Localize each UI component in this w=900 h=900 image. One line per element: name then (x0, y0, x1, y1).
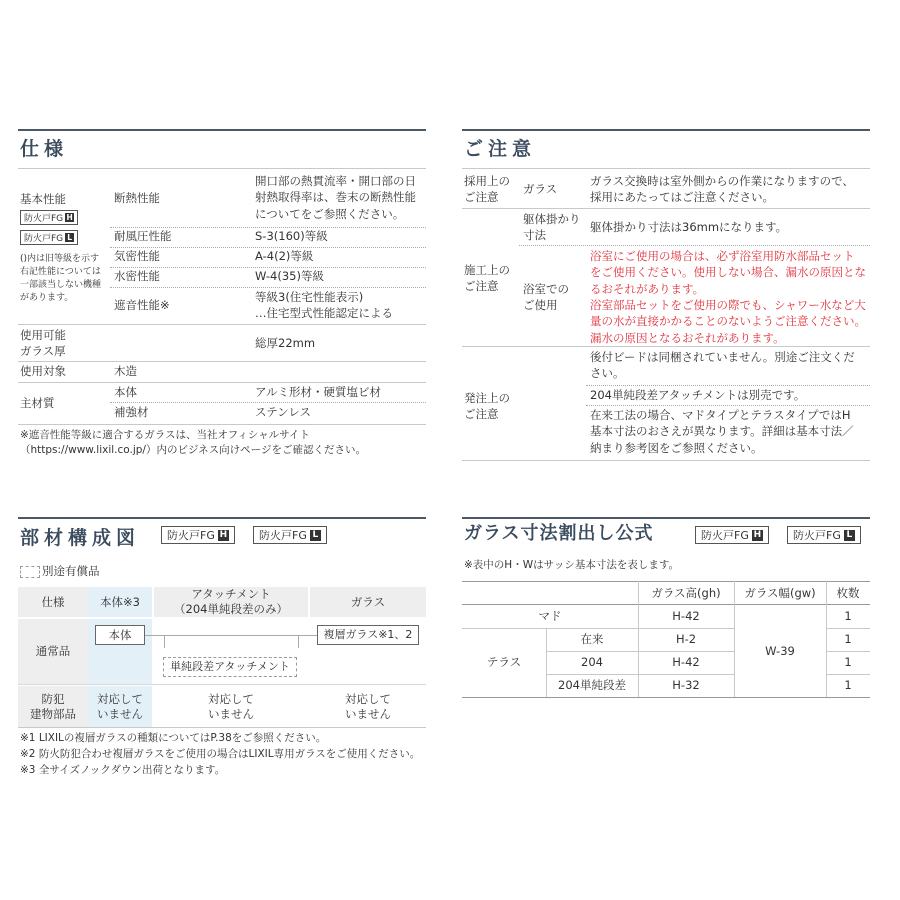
fire-door-badge-h: 防火戸FG H (20, 210, 78, 225)
header-glass-width: ガラス幅(gw) (744, 585, 816, 600)
terrace-type: 204単純段差 (558, 678, 626, 693)
target-label: 使用対象 (20, 364, 66, 378)
crime-prevention-label: 防犯 建物部品 (30, 691, 76, 721)
spec-title: 仕様 (20, 138, 69, 160)
header-glass-height: ガラス高(gh) (651, 585, 721, 600)
formula-title: ガラス寸法割出し公式 (464, 523, 654, 544)
spec-row-value: A-4(2)等級 (255, 249, 314, 263)
parts-top-rule (18, 517, 426, 519)
order-caution-item: 後付ビードは同梱されていません。別途ご注文くだ さい。 (590, 350, 855, 381)
glass-height-value: H-32 (672, 678, 700, 693)
adopt-caution-item: ガラス (523, 182, 558, 196)
adopt-caution-label: 採用上の ご注意 (464, 174, 510, 205)
basic-performance-note: ()内は旧等級を示す 右記性能については 一部該当しない機種 があります。 (20, 254, 102, 304)
fire-door-badge-l: 防火戸FG L (787, 526, 861, 544)
glass-thickness-label: 使用可能 ガラス厚 (20, 328, 66, 359)
spec-row-name: 耐風圧性能 (114, 229, 172, 243)
glass-width-value: W-39 (765, 643, 795, 658)
basic-performance-label: 基本性能 (20, 192, 66, 206)
spec-row-value: 等級3(住宅性能表示) …住宅型式性能認定による (255, 290, 393, 321)
glass-not-supported: 対応して いません (345, 691, 391, 721)
body-component-box: 本体 (95, 625, 145, 645)
frame-text: 躯体掛かり寸法は36mmになります。 (590, 220, 788, 234)
glass-height-value: H-42 (672, 655, 700, 670)
spec-row-value: W-4(35)等級 (255, 269, 324, 283)
count-value: 1 (844, 655, 852, 670)
formula-note: ※表中のH・Wはサッシ基本寸法を表します。 (464, 559, 680, 571)
bath-item: 浴室での ご使用 (523, 282, 569, 313)
spec-row-name: 水密性能 (114, 269, 160, 283)
caution-top-rule (462, 129, 870, 131)
bath-warning-text: 浴室にご使用の場合は、必ず浴室用防水部品セット をご使用ください。使用しない場合、漏水の原因とな るおそれがあります。 浴室部品セットをご使用の際でも、シャワー水など大 量の水が直接かかることのないようご注意ください。 漏水の原因となるおそれがあります。 (590, 249, 866, 345)
spec-top-rule (18, 129, 426, 131)
body-not-supported: 対応して いません (97, 691, 143, 721)
glass-thickness-value: 総厚22mm (255, 336, 316, 350)
terrace-label: テラス (486, 655, 522, 670)
header-count: 枚数 (836, 585, 860, 600)
material-part: 本体 (114, 385, 137, 399)
terrace-type: 在来 (580, 632, 604, 647)
caution-title: ご注意 (464, 138, 537, 160)
attachment-component-box: 単純段差アタッチメント (163, 657, 297, 677)
glass-height-value: H-42 (672, 609, 700, 624)
header-attachment: アタッチメント （204単純段差のみ） (174, 587, 288, 616)
frame-item: 躯体掛かり 寸法 (523, 212, 581, 243)
glass-component-box: 複層ガラス※1、2 (317, 625, 419, 645)
mado-label: マド (538, 609, 562, 624)
order-caution-item: 在来工法の場合、マドタイプとテラスタイプではH 基本寸法のおさえが異なります。詳細は基本寸法／ 納まり参考図をご参照ください。 (590, 408, 854, 455)
material-part: 補強材 (114, 405, 149, 419)
header-glass: ガラス (350, 594, 386, 609)
spec-row-value: 開口部の熱貫流率・開口部の日 射熱取得率は、巻末の断熱性能 についてをご参照ください。 (255, 174, 416, 221)
order-caution-item: 204単純段差アタッチメントは別売です。 (590, 388, 806, 402)
glass-height-value: H-2 (675, 632, 697, 647)
count-value: 1 (844, 678, 852, 693)
count-value: 1 (844, 632, 852, 647)
fire-door-badge-l: 防火戸FG L (253, 526, 327, 544)
install-caution-label: 施工上の ご注意 (464, 263, 510, 294)
spec-footnote: ※遮音性能等級に適合するガラスは、当社オフィシャルサイト （https://www.lixil.co.jp/）内のビジネス向けページをご確認ください。 (20, 429, 366, 457)
header-body: 本体※3 (100, 594, 140, 609)
order-caution-label: 発注上の ご注意 (464, 391, 510, 422)
fire-door-badge-l: 防火戸FG L (20, 230, 78, 245)
material-value: アルミ形材・硬質塩ビ材 (255, 385, 382, 399)
header-spec: 仕様 (41, 594, 65, 609)
parts-title: 部材構成図 (20, 527, 141, 549)
fire-door-badge-h: 防火戸FG H (161, 526, 235, 544)
spec-row-name: 遮音性能※ (114, 298, 170, 312)
attachment-not-supported: 対応して いません (208, 691, 254, 721)
spec-row-name: 気密性能 (114, 249, 160, 263)
fire-door-badge-h: 防火戸FG H (695, 526, 769, 544)
material-label: 主材質 (20, 396, 55, 410)
terrace-type: 204 (581, 655, 603, 670)
parts-notes: ※1 LIXILの複層ガラスの種類についてはP.38をご参照ください。 ※2 防火防犯合わせ複層ガラスをご使用の場合はLIXIL専用ガラスをご使用ください。 ※3 全サイズノックダウン出荷となります。 (20, 732, 421, 776)
spec-row-value: S-3(160)等級 (255, 229, 328, 243)
target-value: 木造 (114, 364, 137, 378)
formula-top-rule (462, 517, 870, 519)
count-value: 1 (844, 609, 852, 624)
material-value: ステンレス (255, 405, 312, 419)
adopt-caution-text: ガラス交換時は室外側からの作業になりますので、 採用にあたってはご注意ください。 (590, 174, 854, 205)
spec-title-rule (18, 168, 426, 169)
optional-legend-label: 別途有償品 (42, 564, 100, 578)
optional-legend-swatch (20, 566, 40, 578)
normal-product-label: 通常品 (35, 644, 71, 659)
spec-row-name: 断熱性能 (114, 191, 160, 205)
